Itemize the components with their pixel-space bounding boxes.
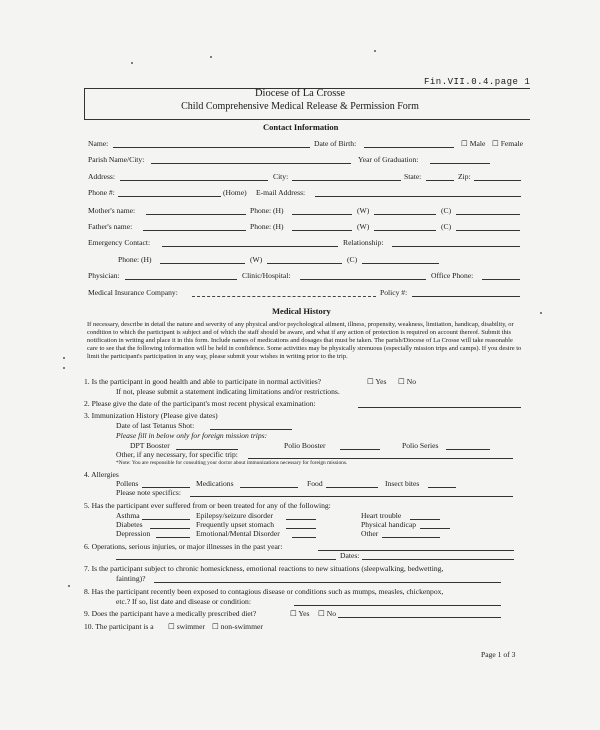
immunization-note: *Note: You are responsible for consulting your doctor about immunizations necessary for foreign missions. (116, 460, 348, 466)
scan-speck (540, 312, 542, 314)
emotional-label: Emotional/Mental Disorder (196, 529, 280, 538)
tetanus-label: Date of last Tetanus Shot: (116, 421, 195, 430)
polio-booster-field[interactable] (340, 449, 380, 450)
father-w-label: (W) (357, 222, 370, 231)
q8-text: 8. Has the participant recently been exposed to contagious disease or conditions such as mumps, measles, chickenpox, (84, 587, 444, 596)
q10-text: 10. The participant is a (84, 622, 154, 631)
insect-label: Insect bites (385, 479, 420, 488)
email-label: E-mail Address: (256, 188, 306, 197)
q9-no-checkbox[interactable]: ☐ No (318, 609, 336, 618)
asthma-field[interactable] (142, 519, 190, 520)
male-checkbox[interactable]: ☐ Male (461, 139, 486, 148)
father-label: Father's name: (88, 222, 133, 231)
specifics-field[interactable] (190, 496, 513, 497)
dob-field[interactable] (364, 147, 454, 148)
q4-text: 4. Allergies (84, 470, 119, 479)
stomach-label: Frequently upset stomach (196, 520, 275, 529)
emergency-w-label: (W) (250, 255, 263, 264)
insect-field[interactable] (428, 487, 456, 488)
father-phone-h-label: Phone: (H) (250, 222, 284, 231)
emergency-field[interactable] (162, 246, 338, 247)
q5-text: 5. Has the participant ever suffered from or been treated for any of the following: (84, 501, 331, 510)
name-field[interactable] (113, 147, 310, 148)
emergency-c-field[interactable] (362, 263, 439, 264)
emergency-phone-h-field[interactable] (160, 263, 245, 264)
mother-phone-h-label: Phone: (H) (250, 206, 284, 215)
state-label: State: (404, 172, 422, 181)
office-phone-label: Office Phone: (431, 271, 474, 280)
insurance-field[interactable] (192, 296, 376, 297)
epilepsy-label: Epilepsy/seizure disorder (196, 511, 273, 520)
zip-field[interactable] (474, 180, 521, 181)
q8-field[interactable] (294, 605, 501, 606)
parish-field[interactable] (151, 163, 351, 164)
history-intro: If necessary, describe in detail the nature and severity of any physical and/or psychological ailment, illness, propensity, weakness, limitation, handicap, disability, or condition to which the participant is subject and of which the staff should be aware, and what if any action of protection is required on account thereof. Submit this notification in writing and place it in this form. Include names of medications and dosages that must be taken. The parish/Diocese of La Crosse will take reasonable care to see that the following information will be held in confidence. Some activities may be physically strenuous (especially mission trips and camps). If you desire to limit the participant's participation in any way, please submit your wishes in writing prior to the trip. (87, 321, 522, 360)
epilepsy-field[interactable] (286, 519, 316, 520)
physician-label: Physician: (88, 271, 120, 280)
dpt-label: DPT Booster (130, 441, 170, 450)
mother-c-field[interactable] (456, 214, 520, 215)
heart-label: Heart trouble (361, 511, 402, 520)
emergency-w-field[interactable] (267, 263, 342, 264)
handicap-field[interactable] (420, 528, 450, 529)
emergency-label: Emergency Contact: (88, 238, 151, 247)
mother-w-label: (W) (357, 206, 370, 215)
office-phone-field[interactable] (482, 279, 520, 280)
depression-field[interactable] (156, 537, 190, 538)
city-label: City: (273, 172, 289, 181)
swimmer-checkbox[interactable]: ☐ swimmer (168, 622, 205, 631)
scan-speck (63, 357, 65, 359)
father-field[interactable] (143, 230, 246, 231)
emergency-c-label: (C) (347, 255, 358, 264)
food-field[interactable] (326, 487, 378, 488)
polio-series-label: Polio Series (402, 441, 439, 450)
dob-label: Date of Birth: (314, 139, 357, 148)
female-checkbox[interactable]: ☐ Female (492, 139, 524, 148)
name-label: Name: (88, 139, 109, 148)
scan-speck (210, 56, 212, 58)
zip-label: Zip: (458, 172, 471, 181)
q1-yes-checkbox[interactable]: ☐ Yes (367, 377, 387, 386)
specifics-label: Please note specifics: (116, 488, 181, 497)
mother-field[interactable] (146, 214, 246, 215)
polio-booster-label: Polio Booster (284, 441, 326, 450)
q8-text-2: etc.? If so, list date and disease or condition: (116, 597, 251, 606)
q1-text: 1. Is the participant in good health and able to participate in normal activities? (84, 377, 322, 386)
q7-field[interactable] (154, 582, 501, 583)
nonswimmer-checkbox[interactable]: ☐ non-swimmer (212, 622, 263, 631)
physician-field[interactable] (125, 279, 237, 280)
state-field[interactable] (426, 180, 454, 181)
tetanus-field[interactable] (210, 429, 292, 430)
mother-label: Mother's name: (88, 206, 136, 215)
mother-phone-h-field[interactable] (292, 214, 352, 215)
father-c-field[interactable] (456, 230, 520, 231)
scan-speck (374, 50, 376, 52)
address-label: Address: (88, 172, 115, 181)
q6-text: 6. Operations, serious injuries, or major illnesses in the past year: (84, 542, 283, 551)
dates-label: Dates: (340, 551, 360, 560)
org-name: Diocese of La Crosse (254, 88, 346, 99)
page-number: Page 1 of 3 (481, 650, 516, 659)
polio-series-field[interactable] (446, 449, 490, 450)
q7-text: 7. Is the participant subject to chronic homesickness, emotional reactions to new situations (sleepwalking, bedwetting, (84, 564, 444, 573)
q9-text: 9. Does the participant have a medically prescribed diet? (84, 609, 257, 618)
diabetes-label: Diabetes (116, 520, 143, 529)
mother-w-field[interactable] (374, 214, 436, 215)
stomach-field[interactable] (286, 528, 316, 529)
policy-field[interactable] (412, 296, 520, 297)
address-field[interactable] (120, 180, 268, 181)
other-trip-field[interactable] (248, 458, 513, 459)
emotional-field[interactable] (292, 537, 316, 538)
q2-field[interactable] (358, 407, 521, 408)
mother-c-label: (C) (441, 206, 452, 215)
q1-followup: If not, please submit a statement indicating limitations and/or restrictions. (116, 387, 340, 396)
scan-speck (68, 585, 70, 587)
medications-field[interactable] (240, 487, 298, 488)
relationship-field[interactable] (392, 246, 520, 247)
parish-label: Parish Name/City: (88, 155, 145, 164)
father-phone-h-field[interactable] (292, 230, 352, 231)
emergency-phone-h-label: Phone: (H) (118, 255, 152, 264)
phone-field[interactable] (118, 196, 221, 197)
home-label: (Home) (223, 188, 247, 197)
insurance-label: Medical Insurance Company: (88, 288, 178, 297)
q6-field-2[interactable] (116, 559, 336, 560)
asthma-label: Asthma (116, 511, 140, 520)
other-field[interactable] (382, 537, 440, 538)
scan-speck (63, 367, 65, 369)
father-c-label: (C) (441, 222, 452, 231)
handicap-label: Physical handicap (361, 520, 417, 529)
q9-field[interactable] (338, 617, 501, 618)
dates-field[interactable] (362, 559, 514, 560)
diabetes-field[interactable] (150, 528, 190, 529)
relationship-label: Relationship: (343, 238, 384, 247)
pollens-label: Pollens (116, 479, 139, 488)
q7-text-2: fainting)? (116, 574, 146, 583)
other-label: Other (361, 529, 379, 538)
city-field[interactable] (292, 180, 401, 181)
depression-label: Depression (116, 529, 151, 538)
q2-text: 2. Please give the date of the participant's most recent physical examination: (84, 399, 316, 408)
q3-text: 3. Immunization History (Please give dates) (84, 411, 218, 420)
form-reference: Fin.VII.0.4.page 1 (424, 77, 531, 87)
phone-label: Phone #: (88, 188, 115, 197)
grad-year-field[interactable] (430, 163, 490, 164)
q9-yes-checkbox[interactable]: ☐ Yes (290, 609, 310, 618)
father-w-field[interactable] (374, 230, 436, 231)
other-trip-label: Other, if any necessary, for specific trip: (116, 450, 238, 459)
grad-year-label: Year of Graduation: (358, 155, 419, 164)
history-heading: Medical History (272, 306, 331, 316)
contact-heading: Contact Information (263, 122, 339, 132)
form-title: Child Comprehensive Medical Release & Permission Form (181, 101, 419, 112)
food-label: Food (307, 479, 323, 488)
q1-no-checkbox[interactable]: ☐ No (398, 377, 416, 386)
foreign-trips-note: Please fill in below only for foreign mission trips: (116, 431, 268, 440)
scan-speck (131, 62, 133, 64)
clinic-field[interactable] (300, 279, 426, 280)
policy-label: Policy #: (380, 288, 408, 297)
medications-label: Medications (196, 479, 234, 488)
email-field[interactable] (315, 196, 521, 197)
clinic-label: Clinic/Hospital: (242, 271, 291, 280)
